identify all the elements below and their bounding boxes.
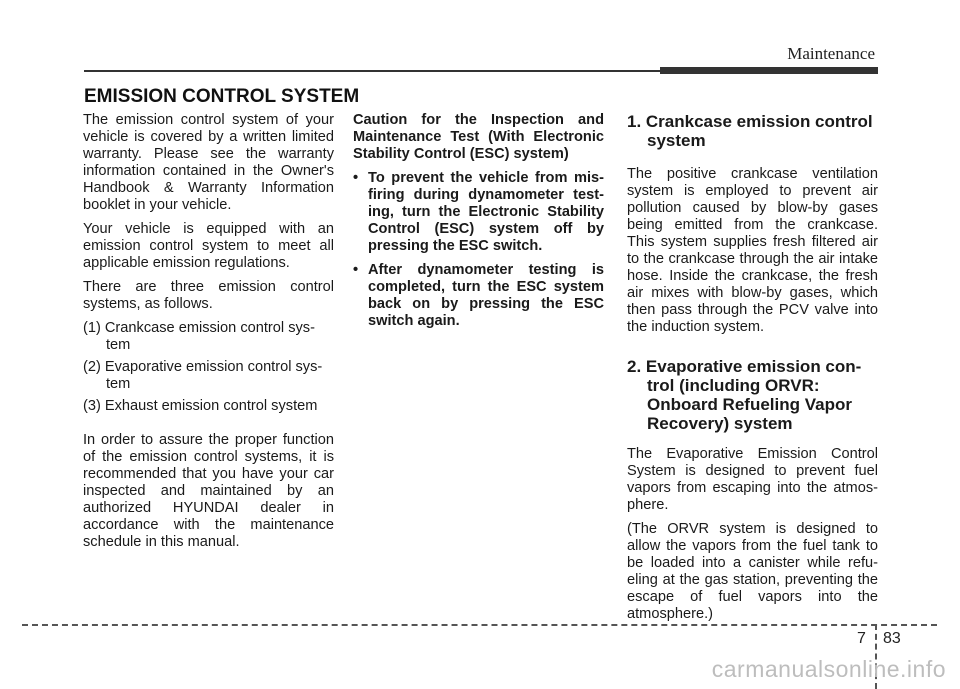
intro-paragraph: The emission control system of your vehicle is covered by a written limited warranty. Please see the warranty information contained in the Owner's Handbook & Warranty Information booklet in your vehicle. (83, 112, 334, 213)
emission-systems-list (83, 320, 334, 415)
column-middle (353, 112, 604, 337)
crankcase-paragraph: The positive crankcase ventilation system is employed to prevent air pollution caused by blow-by gases being emitted from the crankcase. This system supplies fresh filtered air to the crankcase through the air intake hose. Inside the crankcase, the fresh air mixes with blow-by gases, which then pass through the PCV valve into the induction system. (627, 166, 878, 335)
list-item: (2) Evaporative emission control sys-tem (83, 359, 323, 392)
header-rule (84, 70, 662, 72)
footer-rule (22, 624, 937, 626)
header-rule-accent (660, 67, 878, 74)
list-item (353, 262, 604, 330)
intro-paragraph: Your vehicle is equipped with an emission control system to meet all applicable emission regulations. (83, 221, 334, 271)
caution-title: Caution for the Inspection and Maintenance Test (With Electronic Stability Control (ESC) system) (353, 112, 604, 162)
subheading-evaporative: 2. Evaporative emission con-trol (including ORVR: Onboard Refueling Vapor Recovery) system (627, 357, 862, 433)
caution-bullets (353, 170, 604, 330)
list-item: (1) Crankcase emission control sys-tem (83, 320, 315, 353)
evaporative-paragraph: The Evaporative Emission Control System is designed to prevent fuel vapors from escaping into the atmos-phere. (627, 446, 878, 513)
bullet-text: After dynamometer testing is completed, turn the ESC system back on by pressing the ESC switch again. (368, 262, 604, 329)
bullet-text: To prevent the vehicle from mis-firing during dynamometer test-ing, turn the Electronic Stability Control (ESC) system off by pressing the ESC switch. (368, 170, 604, 254)
chapter-title: Maintenance (787, 44, 875, 63)
bullet-icon: • (353, 170, 359, 186)
chapter-number: 7 (857, 630, 866, 647)
column-right (627, 112, 878, 630)
list-item: (3) Exhaust emission control system (83, 398, 318, 414)
closing-paragraph: In order to assure the proper function of the emission control systems, it is recommended that you have your car inspected and maintained by an authorized HYUNDAI dealer in accordance with the maintenance schedule in this manual. (83, 432, 334, 550)
orvr-paragraph: (The ORVR system is designed to allow the vapors from the fuel tank to be loaded into a canister while refu-eling at the gas station, preventing the escape of fuel vapors into the atmosphere.) (627, 521, 878, 622)
intro-paragraph: There are three emission control systems, as follows. (83, 279, 334, 312)
subheading-crankcase: 1. Crankcase emission control system (627, 112, 873, 150)
list-item (353, 170, 604, 255)
column-left (83, 112, 334, 558)
watermark: carmanualsonline.info (711, 656, 946, 682)
bullet-icon: • (353, 262, 359, 278)
page-number: 83 (883, 630, 901, 647)
section-title: EMISSION CONTROL SYSTEM (84, 86, 360, 107)
